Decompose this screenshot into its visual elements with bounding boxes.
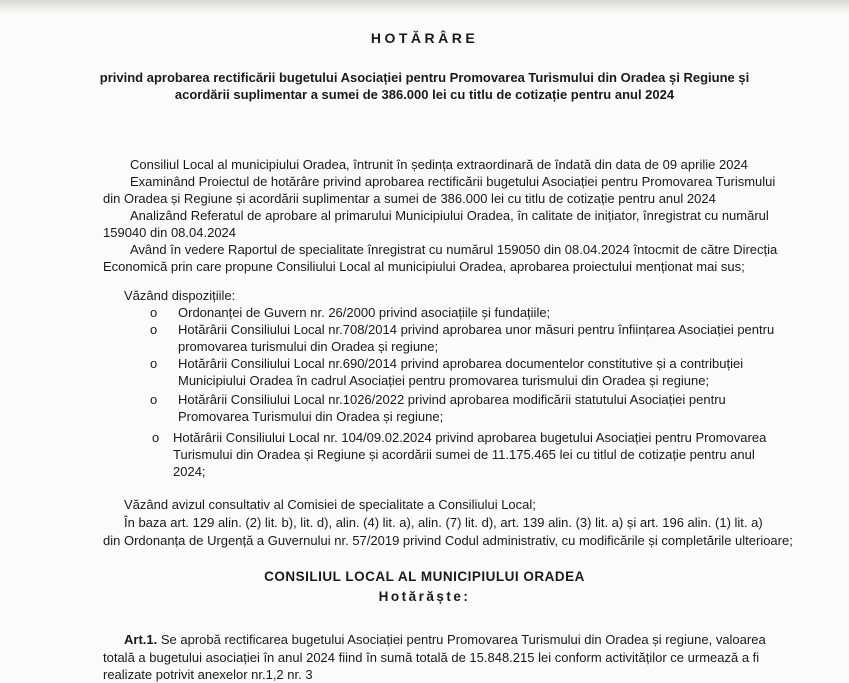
provision-line: Hotărârii Consiliului Local nr. 104/09.02.2024 privind aprobarea bugetului Asociației pentru Promovarea — [173, 430, 767, 445]
provision-line: Municipiului Oradea în cadrul Asociației pentru promovarea turismului din Oradea și regiune; — [178, 373, 710, 388]
scan-shadow — [0, 0, 849, 14]
preamble-line: Având în vedere Raportul de specialitate înregistrat cu numărul 159050 din 08.04.2024 întocmit de către Direcția — [130, 242, 778, 257]
subtitle-line: acordării suplimentar a sumei de 386.000 lei cu titlu de cotizație pentru anul 2024 — [174, 87, 675, 102]
closing-line: din Ordonanța de Urgență a Guvernului nr. 57/2019 privind Codul administrativ, cu modificările și completările ulterioare; — [103, 533, 793, 548]
subtitle-line: privind aprobarea rectificării bugetului Asociației pentru Promovarea Turismului din Oradea și Regiune și — [99, 70, 750, 85]
list-bullet: o — [150, 305, 158, 320]
preamble-line: Consiliul Local al municipiului Oradea, întrunit în ședința extraordinară de îndată din data de 09 aprilie 2024 — [130, 157, 748, 172]
preamble-line: Analizând Referatul de aprobare al primarului Municipiului Oradea, în calitate de inițiator, înregistrat cu numărul — [130, 208, 769, 223]
list-bullet: o — [150, 356, 158, 371]
provision-line: 2024; — [173, 464, 206, 479]
provision-line: Hotărârii Consiliului Local nr.690/2014 privind aprobarea documentelor constitutive și a contribuției — [178, 356, 744, 371]
list-bullet: o — [152, 430, 160, 445]
provision-line: Ordonanței de Guvern nr. 26/2000 privind asociațiile și fundațiile; — [178, 305, 551, 320]
provision-line: Hotărârii Consiliului Local nr.1026/2022 privind aprobarea modificării statutului Asociației pentru — [178, 392, 726, 407]
preamble-line: din Oradea și Regiune și acordării suplimentar a sumei de 386.000 lei cu titlu de cotizație pentru anul 2024 — [103, 191, 716, 206]
document-subtitle — [0, 69, 849, 103]
provision-line: Hotărârii Consiliului Local nr.708/2014 privind aprobarea unor măsuri pentru înființarea Asociației pentru — [178, 322, 775, 337]
article-line: realizate potrivit anexelor nr.1,2 nr. 3 — [103, 667, 313, 682]
closing-line: În baza art. 129 alin. (2) lit. b), lit. d), alin. (4) lit. a), alin. (7) lit. d), art. 139 alin. (3) lit. a) și art. 196 alin. (1) lit. a) — [124, 515, 763, 530]
article-label: Art.1. — [124, 632, 158, 647]
council-heading: CONSILIUL LOCAL AL MUNICIPIULUI ORADEA — [264, 569, 585, 584]
article-line — [124, 632, 766, 648]
document-title: HOTĂRÂRE — [370, 30, 479, 46]
list-bullet: o — [150, 392, 158, 407]
article-text: Se aprobă rectificarea bugetului Asociației pentru Promovarea Turismului din Oradea și regiune, valoarea — [157, 632, 766, 647]
provision-line: Turismului din Oradea și Regiune și acordării sumei de 11.175.465 lei cu titlul de cotizație pentru anul — [173, 447, 755, 462]
preamble-line: Examinând Proiectul de hotărâre privind aprobarea rectificării bugetului Asociației pentru Promovarea Turismului — [130, 174, 776, 189]
provision-line: Promovarea Turismului din Oradea și regiune; — [178, 409, 444, 424]
closing-line: Văzând avizul consultativ al Comisiei de specialitate a Consiliului Local; — [124, 497, 536, 512]
provision-line: promovarea turismului din Oradea și regiune; — [178, 339, 439, 354]
considering-label: Văzând dispozițiile: — [124, 288, 236, 303]
decides-heading: Hotărăște: — [378, 589, 471, 604]
article-line: totală a bugetului asociației în anul 2024 fiind în sumă totală de 15.848.215 lei conform activităților ce urmează a fi — [103, 650, 760, 665]
list-bullet: o — [150, 322, 158, 337]
preamble-line: 159040 din 08.04.2024 — [103, 225, 237, 240]
preamble-line: Economică prin care propune Consiliului Local al municipiului Oradea, aprobarea proiectului menționat mai sus; — [103, 259, 745, 274]
